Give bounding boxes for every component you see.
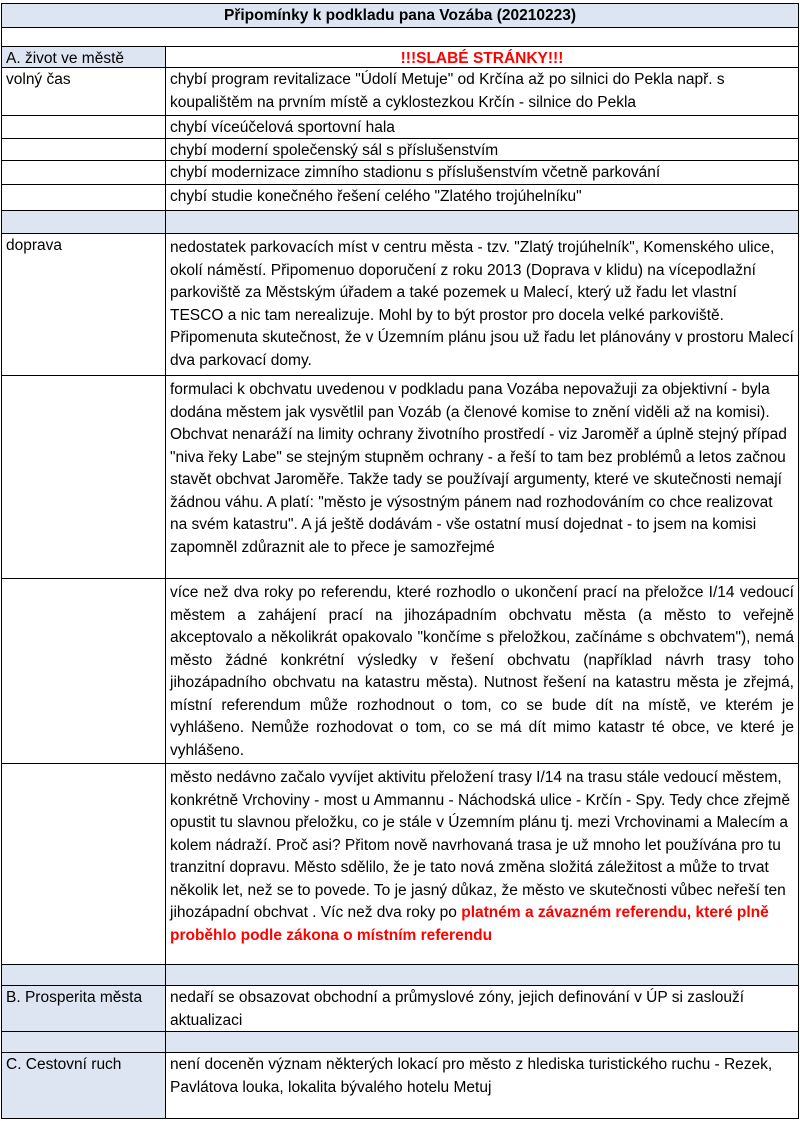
volny-cas-item-4: chybí modernizace zimního stadionu s příslušenstvím včetně parkování <box>165 160 799 185</box>
section-a-label: A. život ve městě <box>1 46 166 68</box>
doprava-parking: nedostatek parkovacích míst v centru města - tzv. "Zlatý trojúhelník", Komenského ulice, okolí náměstí. Připomenuo doporučení z roku 2013 (Doprava v klidu) na vícepodlažní parkoviště za Městským úřadem a také pozemek u Malecí, který už řadu let vlastní TESCO a nic tam nerealizuje. Mohl by to být prostor pro docela velké parkoviště. Připomenuta skutečnost, že v Územním plánu jsou už řadu let plánovány v prostoru Malecí dva parkovací domy. <box>165 233 799 376</box>
section-b-text: nedaří se obsazovat obchodní a průmyslové zóny, jejich definování v ÚP si zaslouží aktualizaci <box>165 985 799 1032</box>
spacer-row <box>165 1031 799 1053</box>
volny-cas-item-5: chybí studie konečného řešení celého "Zlatého trojúhelníku" <box>165 184 799 211</box>
weak-points-header: !!!SLABÉ STRÁNKY!!! <box>165 46 799 68</box>
page-title: Připomínky k podkladu pana Vozába (20210223) <box>1 3 799 28</box>
spacer-row <box>1 210 166 234</box>
doprava-bypass-formulation: formulaci k obchvatu uvedenou v podkladu pana Vozába nepovažuji za objektivní - byla dodána městem jak vysvětlil pan Vozáb (a členové komise to znění viděli až na komisi). Obchvat nenaráží na limity ochrany životního prostředí - viz Jaroměř a úplně stejný případ "niva řeky Labe" se stejným stupněm ochrany - a řeší to tam bez problémů a letos začnou stavět obchvat Jaroměře. Takže tady se používají argumenty, které ve skutečnosti nemají žádnou váhu. A platí: "město je výsostným pánem nad rozhodováním co chce realizovat na svém katastru". A já ještě dodávám - vše ostatní musí dojednat - to jsem na komisi zapomněl zdůraznit ale to přece je samozřejmé <box>165 375 799 579</box>
volny-cas-item-3: chybí moderní společenský sál s příslušenstvím <box>165 138 799 161</box>
volny-cas-item-1: chybí program revitalizace "Údolí Metuje" od Krčína až po silnici do Pekla např. s koupalištěm na prvním místě a cyklostezkou Krčín - silnice do Pekla <box>165 67 799 116</box>
empty-label-cell <box>1 375 166 579</box>
section-c-label: C. Cestovní ruch <box>1 1052 166 1119</box>
empty-label-cell <box>1 115 166 139</box>
spacer-row <box>165 964 799 986</box>
section-b-label: B. Prosperita města <box>1 985 166 1032</box>
empty-row <box>1 27 799 47</box>
empty-label-cell <box>1 184 166 211</box>
spacer-row <box>1 1031 166 1053</box>
doprava-label: doprava <box>1 233 166 376</box>
spacer-row <box>165 210 799 234</box>
route-change-text: město nedávno začalo vyvíjet aktivitu přeložení trasy I/14 na trasu stále vedoucí městem, konkrétně Vrchoviny - most u Ammannu - Náchodská ulice - Krčín - Spy. Tedy chce zřejmě opustit tu slavnou přeložku, co je stále v Územním plánu tj. mezi Vrchovinami a Malecím a kolem nádraží. Proč asi? Přitom nově navrhovaná trasa je už mnoho let používána pro tu tranzitní dopravu. Město sdělilo, že je tato nová změna složitá záležitost a může to trvat několik let, než se to povede. To je jasný důkaz, že město ve skutečnosti vůbec neřeší ten jihozápadní obchvat . Víc než dva roky po <box>170 769 790 921</box>
spacer-row <box>1 964 166 986</box>
empty-label-cell <box>1 138 166 161</box>
section-c-text: není doceněn význam některých lokací pro město z hlediska turistického ruchu - Rezek, Pavlátova louka, lokalita bývalého hotelu Metuj <box>165 1052 799 1119</box>
empty-label-cell <box>1 578 166 764</box>
doprava-route-change <box>165 763 799 965</box>
empty-label-cell <box>1 160 166 185</box>
referendum-highlight: platném a závazném referendu, které plně proběhlo podle zákona o místním referendu <box>170 904 769 944</box>
volny-cas-label: volný čas <box>1 67 166 116</box>
doprava-referendum: více než dva roky po referendu, které rozhodlo o ukončení prací na přeložce I/14 vedoucí městem a zahájení prací na jihozápadním obchvatu města (a město to veřejně akceptovalo a několikrát opakovalo "končíme s přeložkou, začínáme s obchvatem"), nemá město žádné konkrétní výsledky v řešení obchvatu (například návrh trasy toho jihozápadního obchvatu na katastru města). Nutnost řešení na katastru města je zřejmá, místní referendum může rozhodnout o tom, co se bude dít na místě, ve kterém je vyhlášeno. Nemůže rozhodovat o tom, co se má dít mimo katastr té obce, ve které je vyhlášeno. <box>165 578 799 764</box>
empty-label-cell <box>1 763 166 965</box>
volny-cas-item-2: chybí víceúčelová sportovní hala <box>165 115 799 139</box>
